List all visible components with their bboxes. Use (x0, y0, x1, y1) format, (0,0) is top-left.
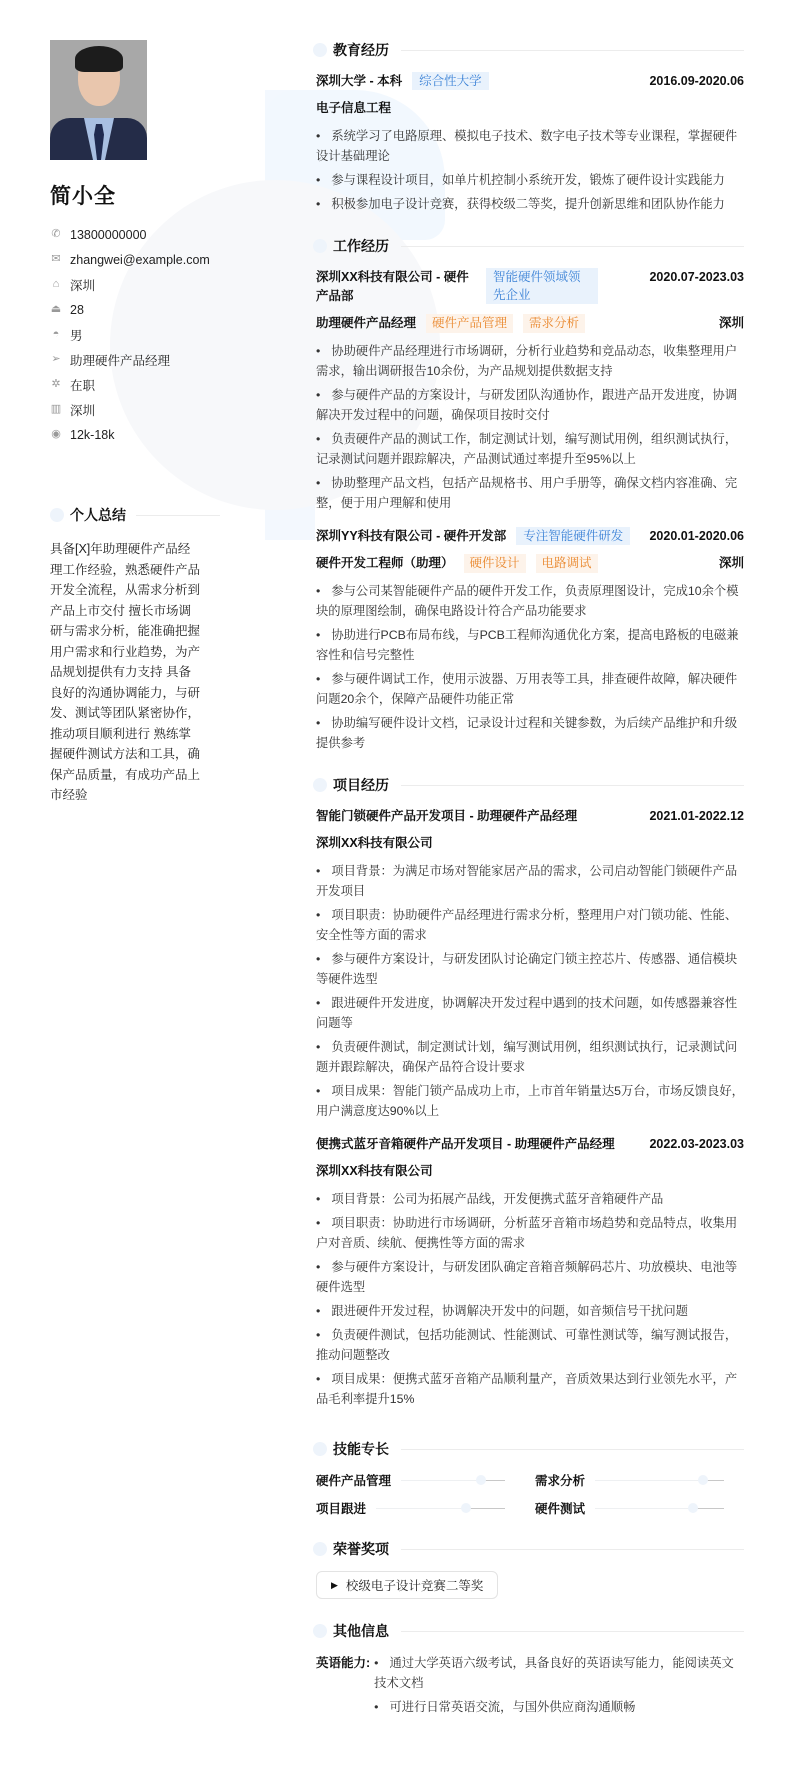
mail-icon: ✉ (51, 253, 61, 265)
education-date: 2016.09-2020.06 (649, 74, 744, 88)
work-entry (316, 268, 744, 513)
list-item: • 参与硬件产品的方案设计，与研发团队沟通协作，跟进产品开发进度，协调解决开发过程中的问题，确保项目按时交付 (316, 385, 744, 425)
project-name: 便携式蓝牙音箱硬件产品开发项目 - 助理硬件产品经理 (316, 1137, 615, 1151)
list-item: • 项目成果：便携式蓝牙音箱产品顺利量产，音质效果达到行业领先水平，产品毛利率提升15% (316, 1369, 744, 1409)
english-bullets (374, 1653, 744, 1721)
work-section (316, 236, 744, 753)
sidebar (50, 40, 220, 806)
skills-section (316, 1439, 744, 1517)
skill-tag: 硬件设计 (464, 554, 526, 573)
work-bullets (316, 581, 744, 753)
skill-item: 硬件测试 (535, 1499, 744, 1517)
work-bullets (316, 341, 744, 513)
divider (401, 246, 744, 247)
info-location: ⌂ 深圳 (50, 272, 220, 297)
project-company: 深圳XX科技有限公司 (316, 1164, 433, 1178)
project-entry (316, 1135, 744, 1409)
skill-tag: 硬件产品管理 (426, 314, 513, 333)
school-tag: 综合性大学 (412, 72, 489, 90)
summary-section-title: 个人总结 (50, 505, 220, 525)
skill-knob-icon (461, 1503, 471, 1513)
list-item: • 负责硬件测试，制定测试计划，编写测试用例，组织测试执行，记录测试问题并跟踪解决，确保产品符合设计要求 (316, 1037, 744, 1077)
info-work-city: ▥ 深圳 (50, 403, 96, 418)
skill-level-bar (401, 1480, 505, 1481)
list-item: • 参与公司某智能硬件产品的硬件开发工作，负责原理图设计，完成10余个模块的原理图绘制，确保电路设计符合产品功能要求 (316, 581, 744, 621)
skills-grid (316, 1471, 744, 1517)
skill-level-bar (595, 1480, 724, 1481)
section-dot-icon (313, 778, 327, 792)
list-item: • 参与课程设计项目，如单片机控制小系统开发，锻炼了硬件设计实践能力 (316, 170, 744, 190)
section-dot-icon (50, 508, 64, 522)
education-entry (316, 72, 744, 214)
triangle-right-icon: ▶ (331, 1579, 338, 1590)
list-item: • 协助编写硬件设计文档，记录设计过程和关键参数，为后续产品维护和升级提供参考 (316, 713, 744, 753)
company-tag: 专注智能硬件研发 (516, 527, 630, 545)
info-salary: ◉ 12k-18k (51, 427, 115, 442)
list-item: • 系统学习了电路原理、模拟电子技术、数字电子技术等专业课程，掌握硬件设计基础理论 (316, 126, 744, 166)
project-date: 2022.03-2023.03 (649, 1137, 744, 1151)
avatar-photo (50, 40, 147, 160)
list-item: • 参与硬件方案设计，与研发团队确定音箱音频解码芯片、功放模块、电池等硬件选型 (316, 1257, 744, 1297)
section-title: 项目经历 (313, 775, 744, 795)
list-item: • 项目背景：为满足市场对智能家居产品的需求，公司启动智能门锁硬件产品开发项目 (316, 861, 744, 901)
education-section (316, 40, 744, 214)
skill-level-bar (376, 1508, 505, 1509)
skill-knob-icon (698, 1475, 708, 1485)
list-item: • 项目成果：智能门锁产品成功上市，上市首年销量达5万台，市场反馈良好，用户满意度达90%以上 (316, 1081, 744, 1121)
section-dot-icon (313, 1624, 327, 1638)
section-title: 荣誉奖项 (313, 1539, 744, 1559)
project-entry (316, 807, 744, 1121)
contact-info-list (50, 222, 220, 447)
list-item: • 负责硬件测试，包括功能测试、性能测试、可靠性测试等，编写测试报告，推动问题整改 (316, 1325, 744, 1365)
job-location: 深圳 (718, 316, 744, 330)
company-tag: 智能硬件领域领先企业 (486, 268, 598, 304)
english-ability (316, 1653, 744, 1721)
section-title: 其他信息 (313, 1621, 744, 1641)
list-item: • 协助进行PCB布局布线，与PCB工程师沟通优化方案，提高电路板的电磁兼容性和信号完整性 (316, 625, 744, 665)
list-item: • 跟进硬件开发进度，协调解决开发过程中遇到的技术问题，如传感器兼容性问题等 (316, 993, 744, 1033)
skill-level-bar (595, 1508, 724, 1509)
info-status: ✲ 在职 (51, 378, 96, 393)
skill-knob-icon (688, 1503, 698, 1513)
projects-section (316, 775, 744, 1409)
list-item: • 通过大学英语六级考试，具备良好的英语读写能力，能阅读英文技术文档 (374, 1653, 744, 1693)
job-role: 硬件开发工程师（助理） (316, 556, 454, 570)
project-name: 智能门锁硬件产品开发项目 - 助理硬件产品经理 (316, 809, 578, 823)
project-bullets (316, 861, 744, 1121)
info-position: ➢ 助理硬件产品经理 (51, 353, 171, 368)
section-dot-icon (313, 1542, 327, 1556)
info-age: ⏏ 28 (50, 302, 84, 317)
list-item: • 项目背景：公司为拓展产品线，开发便携式蓝牙音箱硬件产品 (316, 1189, 744, 1209)
job-role: 助理硬件产品经理 (316, 316, 417, 330)
skill-tag: 需求分析 (523, 314, 585, 333)
phone-icon: ✆ (51, 228, 61, 240)
work-date: 2020.07-2023.03 (649, 270, 744, 284)
divider (401, 50, 744, 51)
section-dot-icon (313, 239, 327, 253)
divider (401, 1549, 744, 1550)
building-icon: ▥ (50, 403, 62, 415)
divider (401, 1631, 744, 1632)
section-title: 工作经历 (313, 236, 744, 256)
list-item: • 负责硬件产品的测试工作，制定测试计划，编写测试用例，组织测试执行，记录测试问题并跟踪解决，产品测试通过率提升至95%以上 (316, 429, 744, 469)
award-item: ▶ 校级电子设计竞赛二等奖 (316, 1571, 498, 1599)
summary-text: 具备[X]年助理硬件产品经理工作经验，熟悉硬件产品开发全流程，从需求分析到产品上市交付 擅长市场调研与需求分析，能准确把握用户需求和行业趋势，为产品规划提供有力支持 具备良好的沟通协调能力，与研发、测试等团队紧密协作，推动项目顺利进行 熟练掌握硬件测试方法和工具，确保产品质量，有成功产品上市经验 (50, 542, 201, 802)
school-name: 深圳大学 - 本科 (316, 74, 403, 88)
list-item: • 参与硬件调试工作，使用示波器、万用表等工具，排查硬件故障，解决硬件问题20余个，保障产品硬件功能正常 (316, 669, 744, 709)
list-item: • 项目职责：协助进行市场调研，分析蓝牙音箱市场趋势和竞品特点，收集用户对音质、续航、便携性等方面的需求 (316, 1213, 744, 1253)
skill-item: 项目跟进 (316, 1499, 525, 1517)
home-icon: ⌂ (52, 278, 60, 290)
skill-tag: 电路调试 (536, 554, 598, 573)
divider (401, 785, 744, 786)
major: 电子信息工程 (316, 101, 392, 115)
list-item: • 协助硬件产品经理进行市场调研，分析行业趋势和竞品动态，收集整理用户需求，输出调研报告10余份，为产品规划提供数据支持 (316, 341, 744, 381)
divider (401, 1449, 744, 1450)
divider (136, 515, 220, 516)
project-company: 深圳XX科技有限公司 (316, 836, 433, 850)
education-bullets (316, 126, 744, 214)
info-email: ✉ zhangwei@example.com (51, 252, 210, 267)
company-name: 深圳XX科技有限公司 - 硬件产品部 (316, 270, 469, 303)
skill-item: 需求分析 (535, 1471, 744, 1489)
work-entry (316, 527, 744, 753)
other-section (316, 1621, 744, 1721)
list-item: • 项目职责：协助硬件产品经理进行需求分析，整理用户对门锁功能、性能、安全性等方面的需求 (316, 905, 744, 945)
list-item: • 积极参加电子设计竞赛，获得校级二等奖，提升创新思维和团队协作能力 (316, 194, 744, 214)
work-date: 2020.01-2020.06 (649, 529, 744, 543)
awards-section (316, 1539, 744, 1599)
company-name: 深圳YY科技有限公司 - 硬件开发部 (316, 529, 507, 543)
main-content (316, 40, 744, 1743)
age-icon: ⏏ (50, 303, 62, 315)
info-gender: ◓ 男 (50, 322, 220, 347)
candidate-name: 简小全 (50, 185, 116, 208)
list-item: • 跟进硬件开发过程，协调解决开发中的问题，如音频信号干扰问题 (316, 1301, 744, 1321)
list-item: • 可进行日常英语交流，与国外供应商沟通顺畅 (374, 1697, 744, 1717)
salary-icon: ◉ (51, 428, 61, 440)
section-title: 技能专长 (313, 1439, 744, 1459)
section-title: 教育经历 (313, 40, 744, 60)
english-label: 英语能力: (316, 1656, 371, 1670)
gender-icon: ◓ (52, 328, 60, 340)
status-icon: ✲ (51, 378, 61, 390)
job-location: 深圳 (718, 556, 744, 570)
skill-knob-icon (476, 1475, 486, 1485)
info-phone: ✆ 13800000000 (51, 227, 147, 242)
list-item: • 协助整理产品文档，包括产品规格书、用户手册等，确保文档内容准确、完整，便于用户理解和使用 (316, 473, 744, 513)
section-dot-icon (313, 1442, 327, 1456)
section-dot-icon (313, 43, 327, 57)
send-icon: ➢ (51, 353, 61, 365)
list-item: • 参与硬件方案设计，与研发团队讨论确定门锁主控芯片、传感器、通信模块等硬件选型 (316, 949, 744, 989)
project-bullets (316, 1189, 744, 1409)
project-date: 2021.01-2022.12 (649, 809, 744, 823)
skill-item: 硬件产品管理 (316, 1471, 525, 1489)
